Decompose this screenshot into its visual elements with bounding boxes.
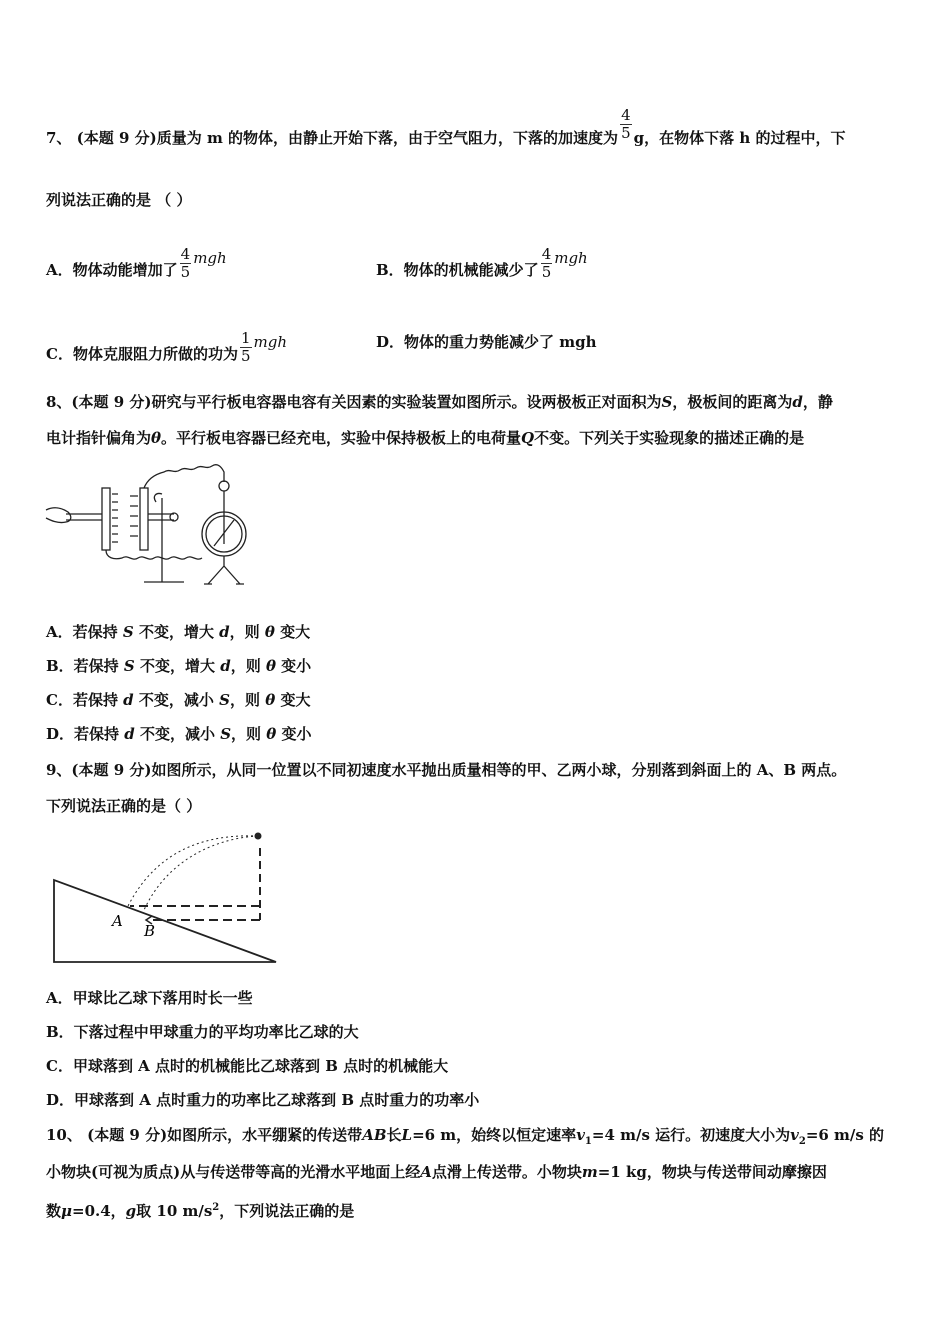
q7-option-d: D．物体的重力势能减少了 mgh [376,333,597,351]
q9-stem-line2: 下列说法正确的是（ ） [46,797,202,815]
q9-option-d: D．甲球落到 A 点时重力的功率比乙球落到 B 点时重力的功率小 [46,1091,480,1109]
q8-option-b: B．若保持 S 不变，增大 d，则 θ 变小 [46,657,312,675]
point-a-label: A [112,912,123,930]
q9-option-a: A．甲球比乙球下落用时长一些 [46,989,253,1007]
q10-stem-line3: 数μ=0.4，g取 10 $m/s^2$，下列说法正确的是 [46,1202,355,1220]
q7-option-c: C．物体克服阻力所做的功为 $\frac{1}{5}$ mgh [46,328,287,365]
q7-stem-line1 [46,105,846,148]
q7-option-b: B．物体的机械能减少了 $\frac{4}{5}$ mgh [376,244,588,281]
q8-option-d: D．若保持 d 不变，减小 S，则 θ 变小 [46,725,312,743]
q10-stem-line2: 小物块(可视为质点)从与传送带等高的光滑水平地面上经A点滑上传送带。小物块m=1 kg，物块与传送带间动摩擦因 [46,1163,827,1181]
q7-stem-a: 7、 (本题 9 分)质量为 m 的物体，由静止开始下落，由于空气阻力，下落的加速度为 [46,129,619,147]
q8-stem-line2: 电计指针偏角为θ。平行板电容器已经充电，实验中保持极板上的电荷量Q不变。下列关于实验现象的描述正确的是 [46,429,805,447]
point-b-label: B [144,922,156,940]
q9-option-c: C．甲球落到 A 点时的机械能比乙球落到 B 点时的机械能大 [46,1057,449,1075]
q7-option-a: A．物体动能增加了 $\frac{4}{5}$ mgh [46,244,227,281]
q8-stem-line1: 8、(本题 9 分)研究与平行板电容器电容有关因素的实验装置如图所示。设两极板正对面积为S，极板间的距离为d，静 [46,393,833,411]
q10-stem-line1: 10、 (本题 9 分)如图所示，水平绷紧的传送带AB长L=6 m，始终以恒定速率$v_1=4$ m/s 运行。初速度大小为$v_2=6$ m/s 的 [46,1126,885,1147]
q8-option-c: C．若保持 d 不变，减小 S，则 θ 变大 [46,691,311,709]
incline-projectile-figure [48,828,280,968]
q7-stem-line2: 列说法正确的是 （ ） [46,191,192,209]
q7-fraction: $\frac{4}{5}$ [621,105,631,142]
q9-option-b: B．下落过程中甲球重力的平均功率比乙球的大 [46,1023,359,1041]
q9-stem-line1: 9、(本题 9 分)如图所示，从同一位置以不同初速度水平抛出质量相等的甲、乙两小球，分别落到斜面上的 A、B 两点。 [46,761,847,779]
q8-option-a: A．若保持 S 不变，增大 d，则 θ 变大 [46,623,311,641]
q7-stem-b: g，在物体下落 h 的过程中，下 [633,129,846,147]
capacitor-electrometer-figure [44,458,284,592]
